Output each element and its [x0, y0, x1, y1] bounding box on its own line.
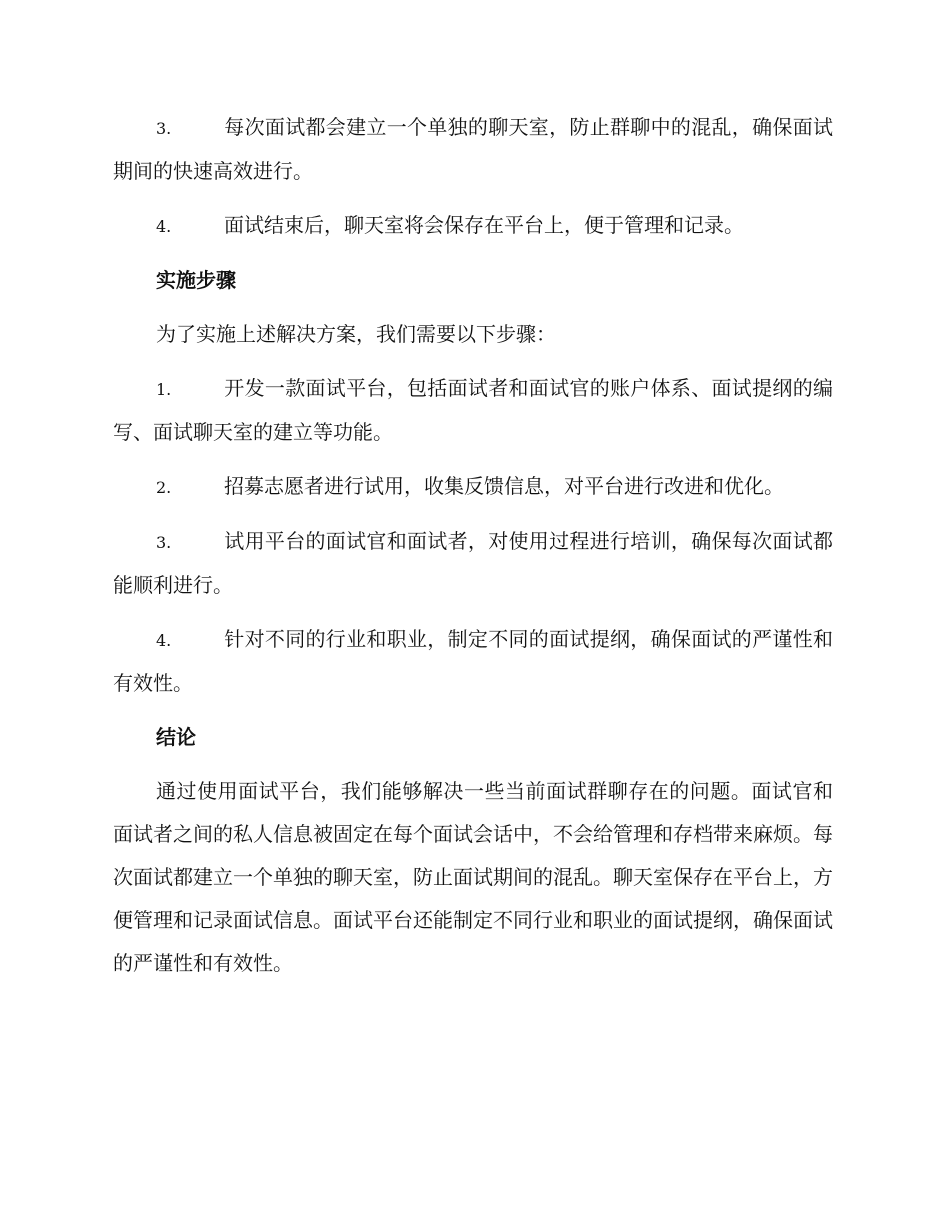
list-item-number: 3.: [156, 533, 172, 552]
list-item-number: 2.: [156, 478, 172, 497]
list-item: [113, 465, 833, 509]
list-item: [113, 367, 833, 454]
list-item: [113, 520, 833, 607]
list-item-text: 开发一款面试平台，包括面试者和面试官的账户体系、面试提纲的编写、面试聊天室的建立等功能。: [113, 376, 833, 444]
section-heading-steps: 实施步骤: [156, 268, 236, 292]
list-item-number: 4.: [156, 217, 172, 236]
list-item-text: 招募志愿者进行试用，收集反馈信息，对平台进行改进和优化。: [224, 474, 784, 498]
section-heading-conclusion: 结论: [156, 725, 196, 749]
list-item-text: 每次面试都会建立一个单独的聊天室，防止群聊中的混乱，确保面试期间的快速高效进行。: [113, 115, 833, 183]
list-item: [113, 618, 833, 705]
steps-intro-paragraph: 为了实施上述解决方案，我们需要以下步骤：: [156, 322, 556, 346]
document-page: [113, 106, 833, 996]
list-item-text: 针对不同的行业和职业，制定不同的面试提纲，确保面试的严谨性和有效性。: [113, 627, 833, 695]
list-item-number: 3.: [156, 119, 172, 138]
conclusion-paragraph: 通过使用面试平台，我们能够解决一些当前面试群聊存在的问题。面试官和面试者之间的私人信息被固定在每个面试会话中，不会给管理和存档带来麻烦。每次面试都建立一个单独的聊天室，防止面试期间的混乱。聊天室保存在平台上，方便管理和记录面试信息。面试平台还能制定不同行业和职业的面试提纲，确保面试的严谨性和有效性。: [113, 779, 833, 975]
list-item-number: 4.: [156, 631, 172, 650]
list-item-number: 1.: [156, 380, 172, 399]
list-item: [113, 204, 833, 248]
list-item-text: 面试结束后，聊天室将会保存在平台上，便于管理和记录。: [224, 213, 744, 237]
list-item: [113, 106, 833, 193]
list-item-text: 试用平台的面试官和面试者，对使用过程进行培训，确保每次面试都能顺利进行。: [113, 529, 833, 597]
